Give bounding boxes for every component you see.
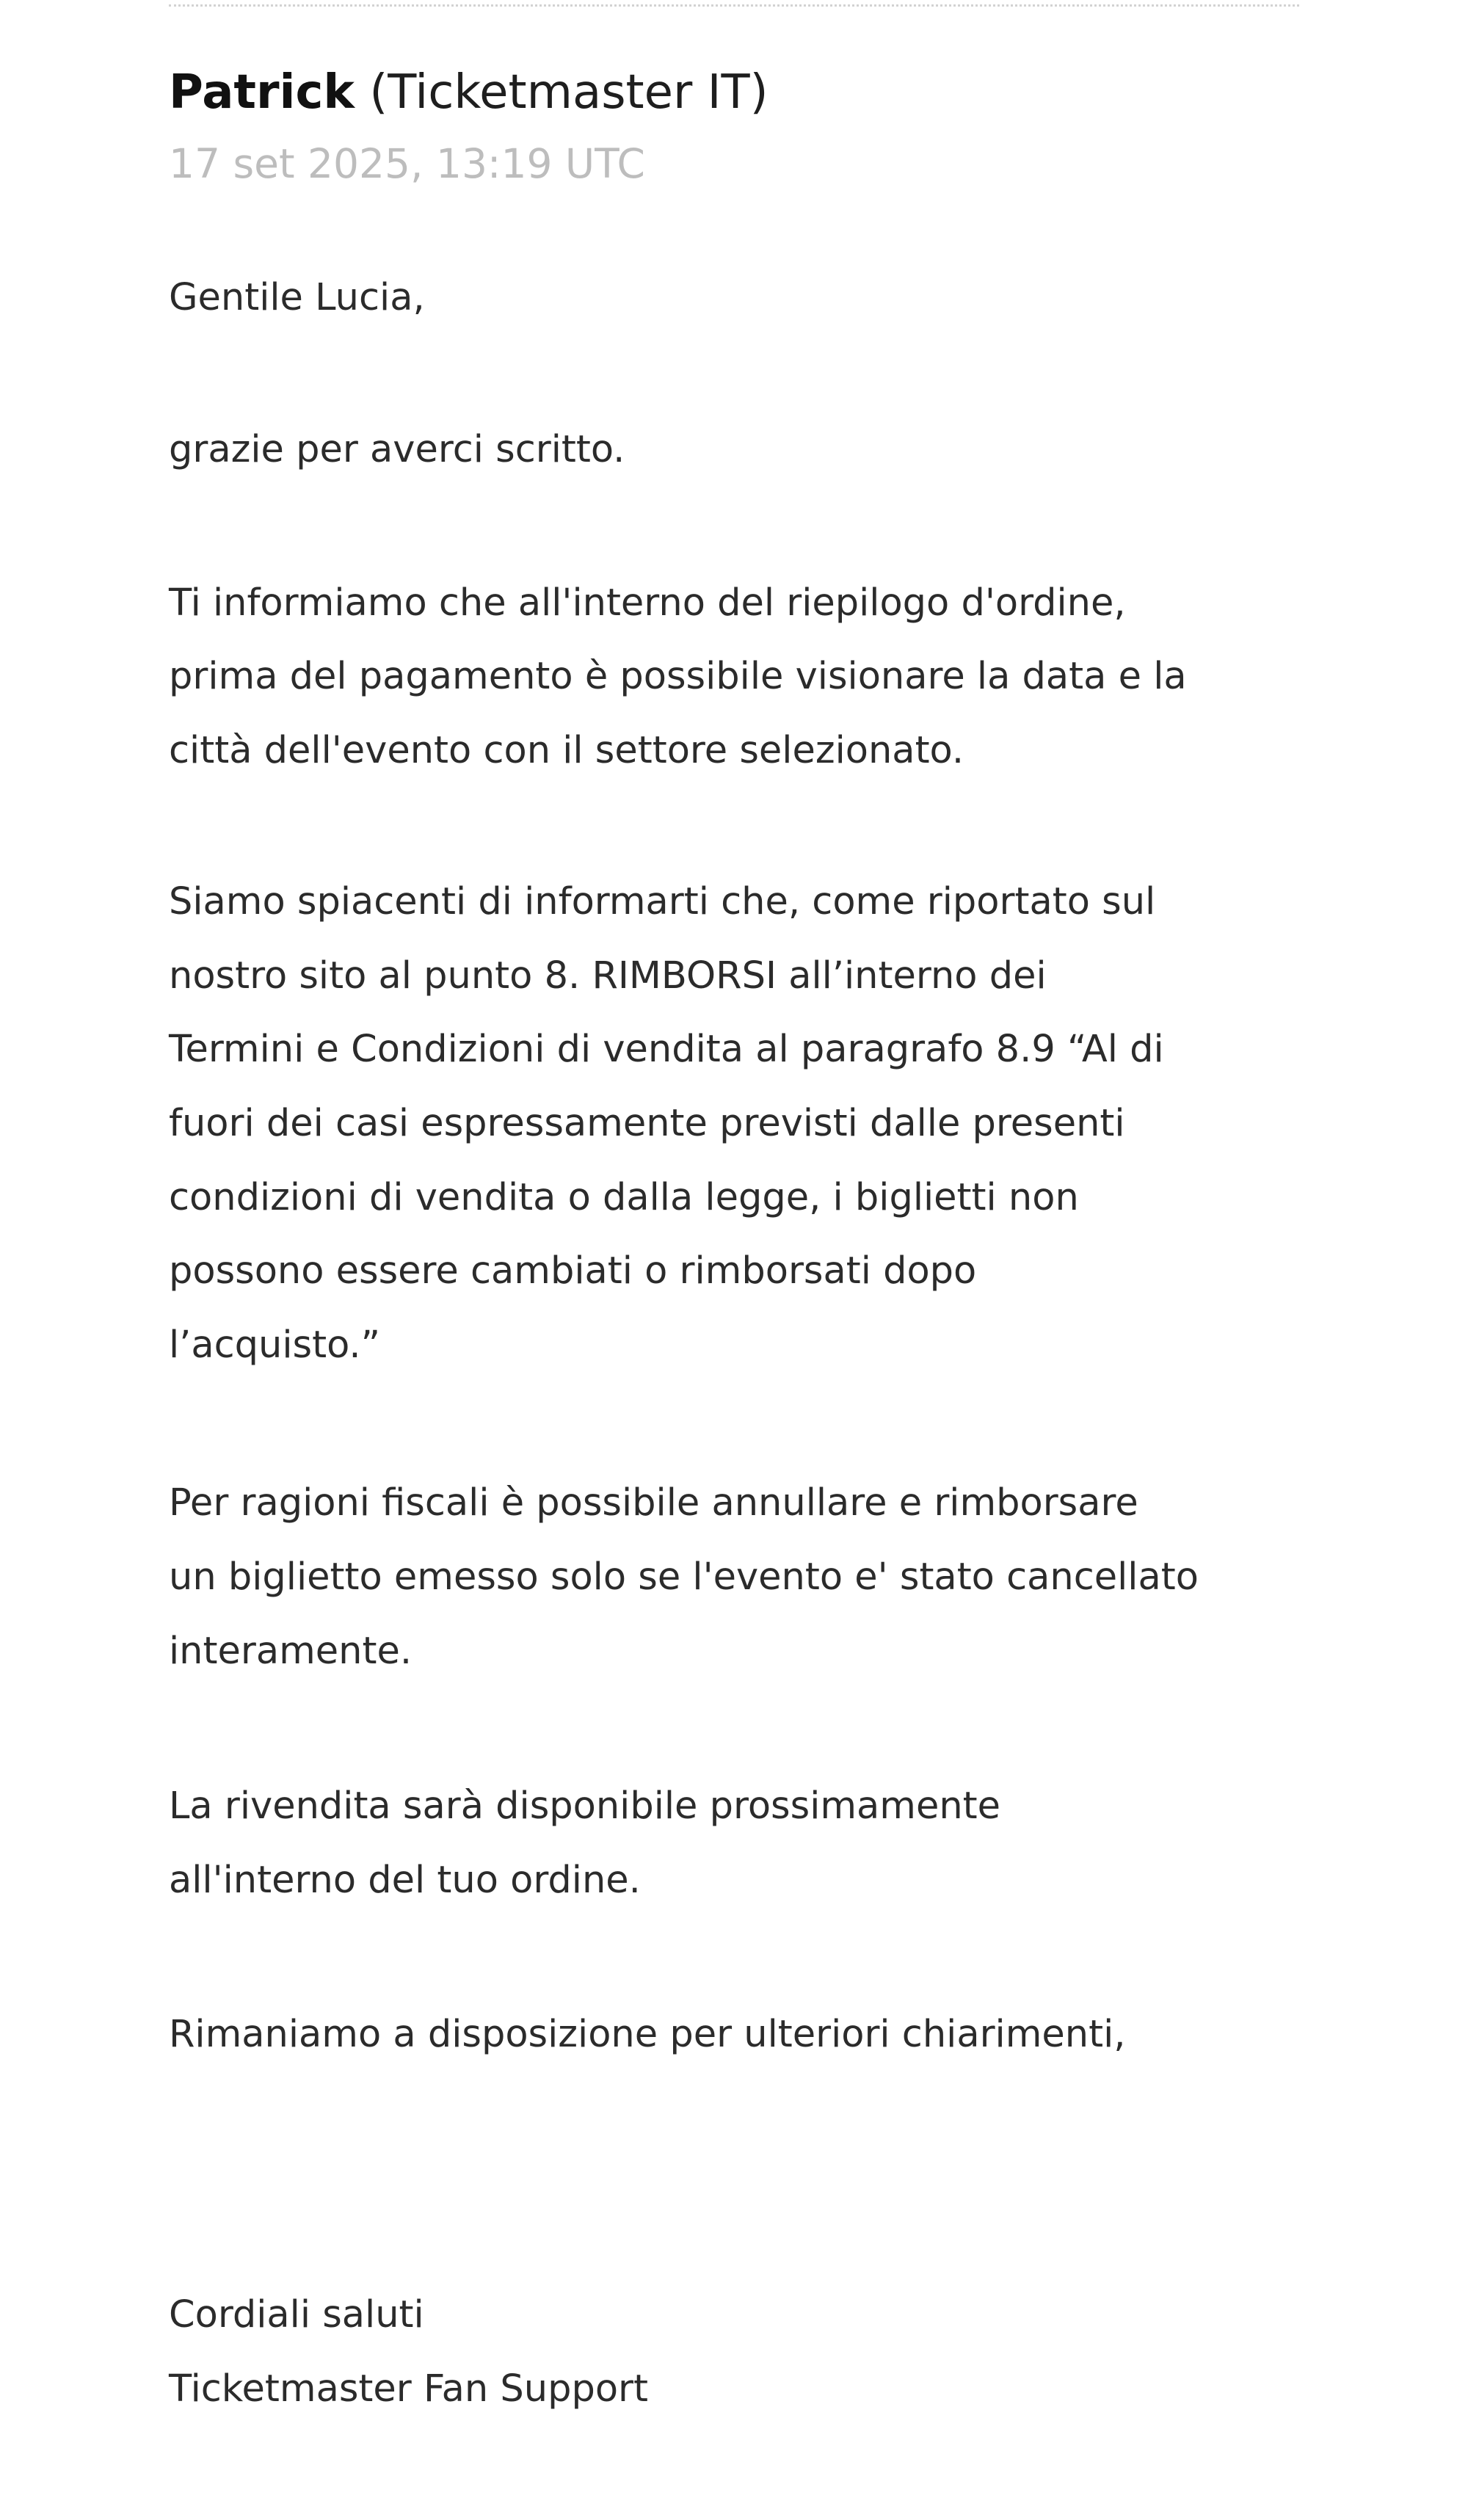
paragraph-2-line-6: possono essere cambiati o rimborsati dopo <box>169 1249 977 1293</box>
paragraph-2-line-5: condizioni di vendita o dalla legge, i biglietti non <box>169 1176 1079 1219</box>
signature-team: Ticketmaster Fan Support <box>169 2367 648 2411</box>
sender-line <box>169 63 768 122</box>
paragraph-2-line-2: nostro sito al punto 8. RIMBORSI all’interno dei <box>169 954 1047 998</box>
sender-org: (Ticketmaster IT) <box>369 65 768 120</box>
paragraph-4-line-1: La rivendita sarà disponibile prossimamente <box>169 1784 1001 1828</box>
paragraph-3-line-1: Per ragioni fiscali è possibile annullare e rimborsare <box>169 1481 1138 1525</box>
paragraph-1-line-2: prima del pagamento è possibile visionare la data e la <box>169 655 1187 698</box>
closing-line: Rimaniamo a disposizione per ulteriori chiarimenti, <box>169 2013 1126 2056</box>
paragraph-1-line-1: Ti informiamo che all'interno del riepilogo d'ordine, <box>169 581 1126 625</box>
paragraph-4-line-2: all'interno del tuo ordine. <box>169 1859 641 1902</box>
paragraph-2-line-3: Termini e Condizioni di vendita al paragrafo 8.9 “Al di <box>169 1028 1164 1071</box>
paragraph-2-line-7: l’acquisto.” <box>169 1323 381 1367</box>
signature-salutation: Cordiali saluti <box>169 2293 424 2336</box>
paragraph-3-line-3: interamente. <box>169 1630 413 1673</box>
message-timestamp: 17 set 2025, 13:19 UTC <box>169 140 645 187</box>
paragraph-3-line-2: un biglietto emesso solo se l'evento e' stato cancellato <box>169 1555 1199 1599</box>
thanks-line: grazie per averci scritto. <box>169 428 625 471</box>
greeting: Gentile Lucia, <box>169 276 425 319</box>
paragraph-1-line-3: città dell'evento con il settore selezionato. <box>169 729 964 772</box>
sender-name: Patrick <box>169 65 355 120</box>
paragraph-2-line-4: fuori dei casi espressamente previsti dalle presenti <box>169 1102 1125 1145</box>
paragraph-2-line-1: Siamo spiacenti di informarti che, come riportato sul <box>169 880 1156 923</box>
top-divider <box>169 4 1299 7</box>
